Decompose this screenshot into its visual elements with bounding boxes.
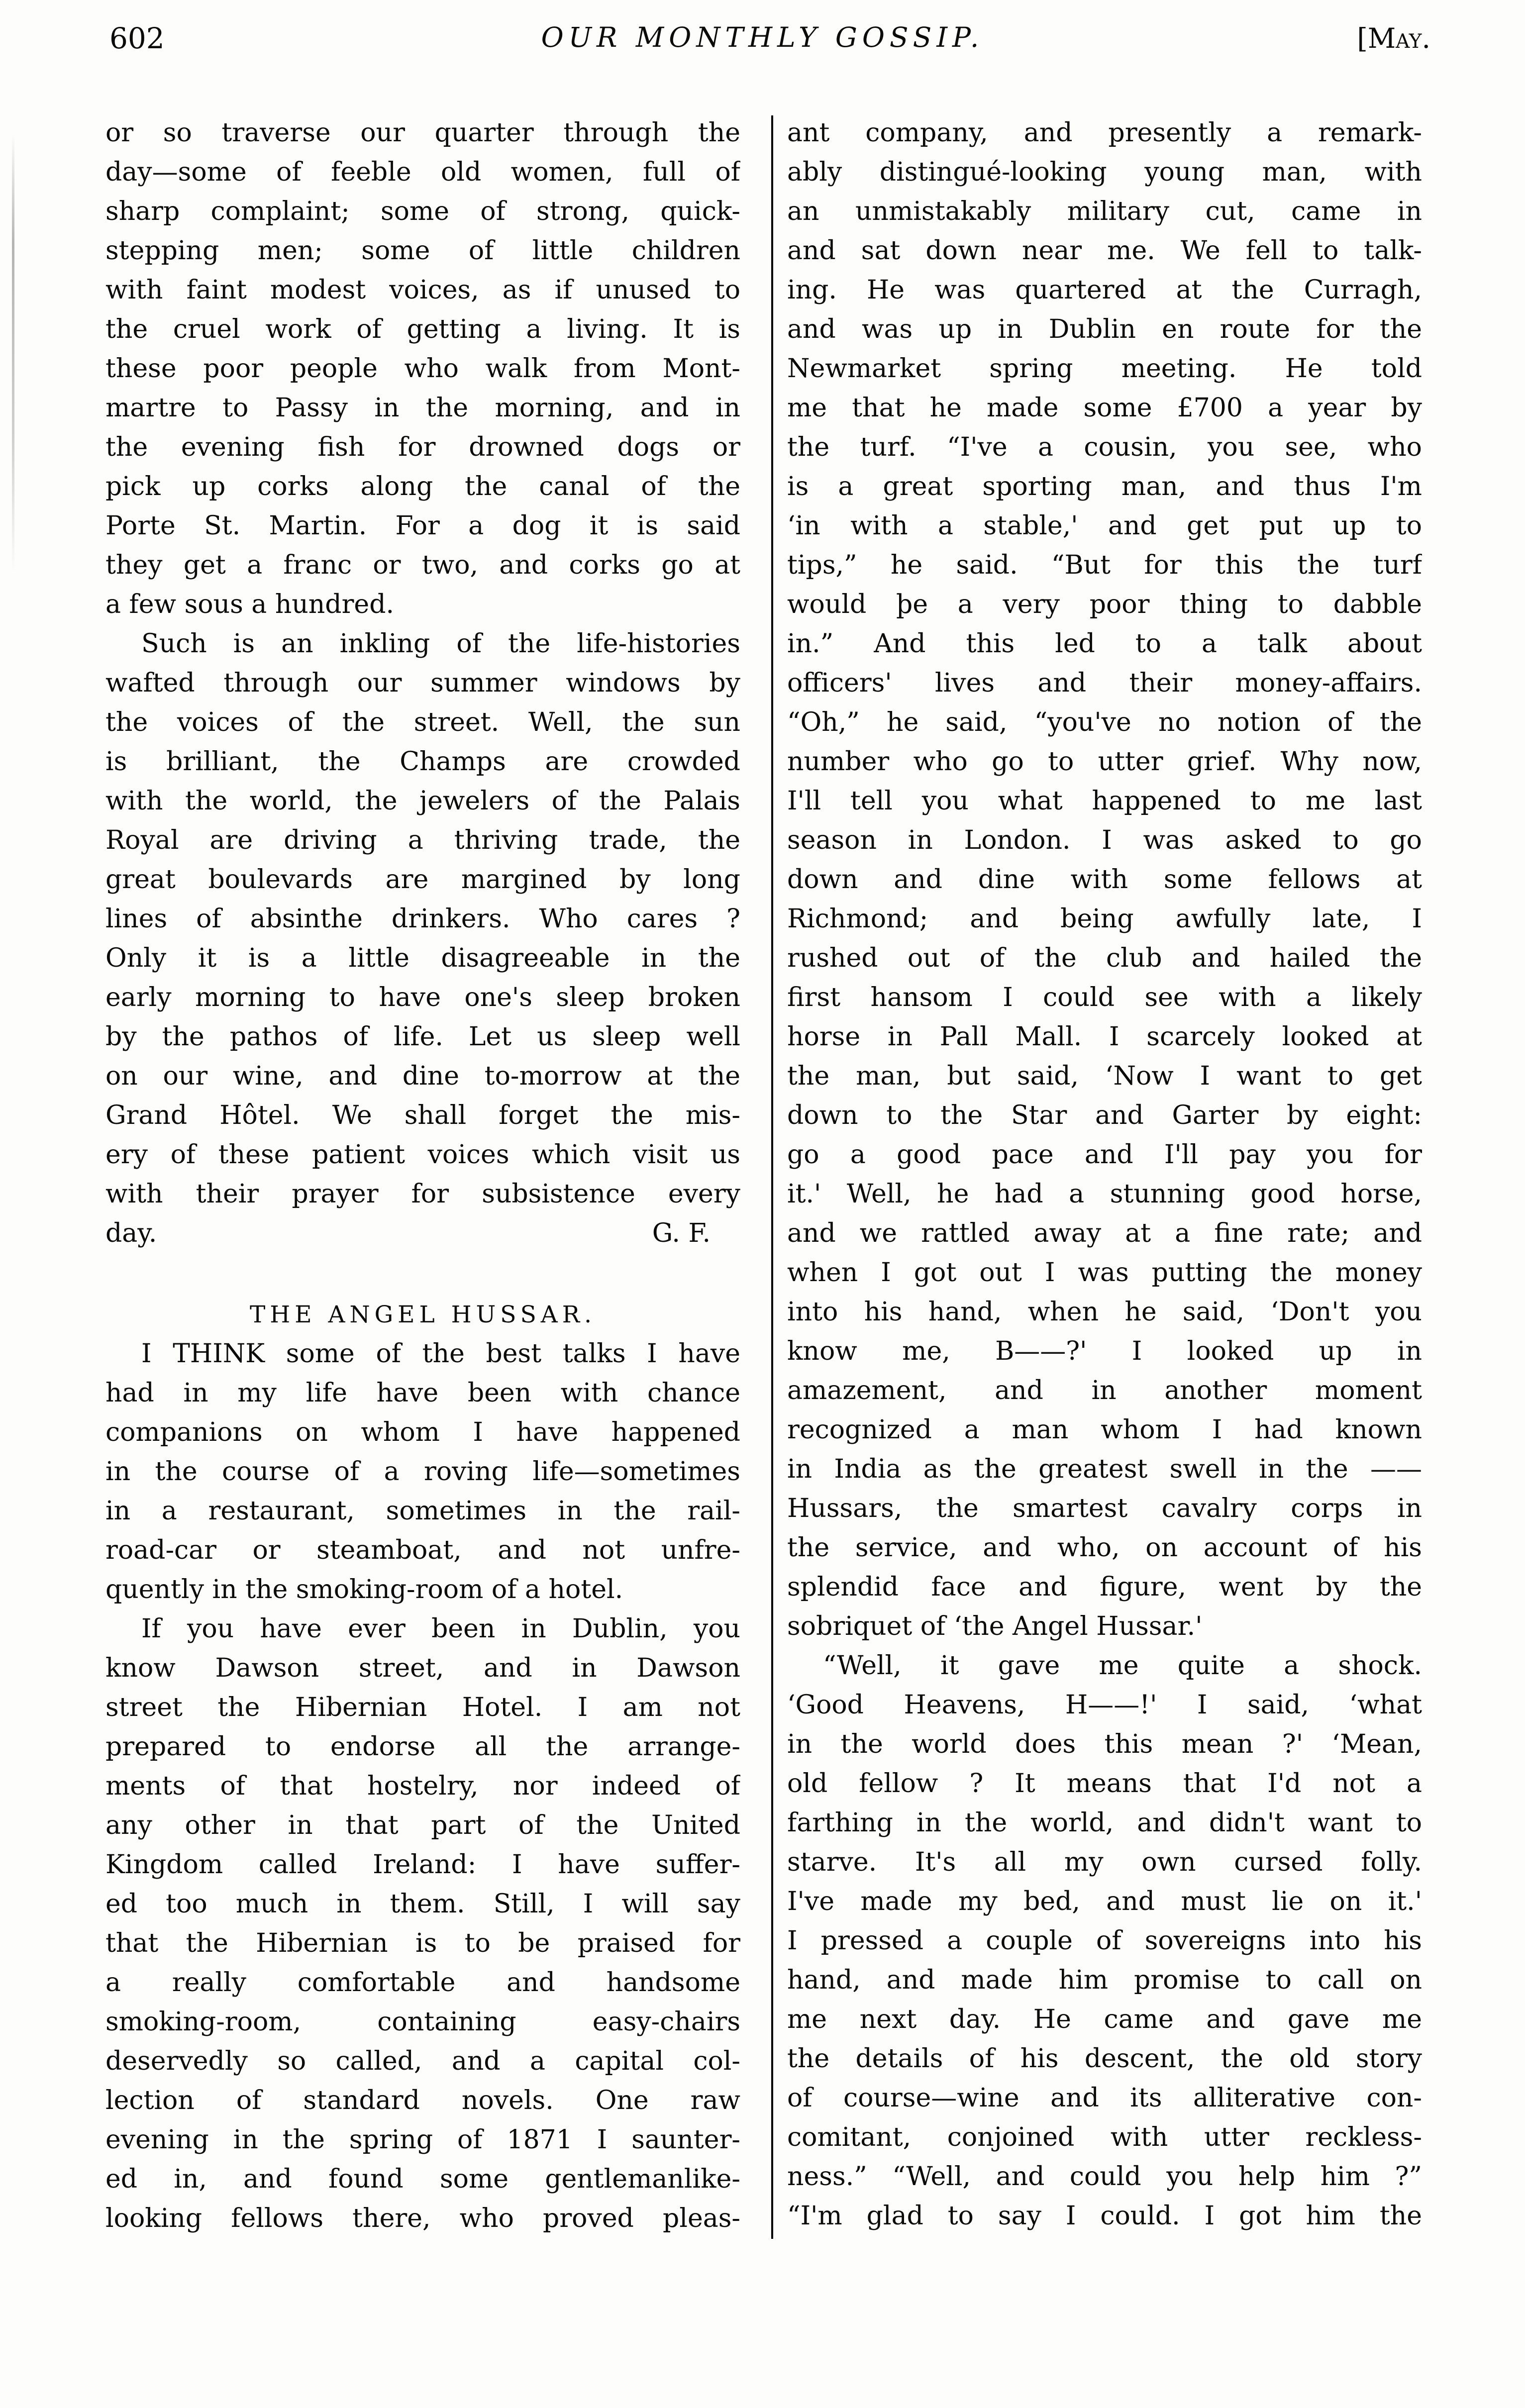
text-line: in.” And this led to a talk about xyxy=(787,629,1422,659)
text-line: If you have ever been in Dublin, you xyxy=(141,1614,740,1644)
text-line: a really comfortable and handsome xyxy=(105,1968,740,1998)
paragraph xyxy=(105,113,740,624)
text-line: know me, B——?' I looked up in xyxy=(787,1336,1422,1366)
paragraph xyxy=(105,1334,740,1609)
text-line: me next day. He came and gave me xyxy=(787,2005,1422,2034)
text-line: early morning to have one's sleep broken xyxy=(105,983,740,1012)
text-line: ed in, and found some gentlemanlike- xyxy=(105,2164,740,2194)
text-line: Grand Hôtel. We shall forget the mis- xyxy=(105,1101,740,1130)
text-line: Porte St. Martin. For a dog it is said xyxy=(105,511,740,541)
text-line: recognized a man whom I had known xyxy=(787,1415,1422,1445)
text-line: rushed out of the club and hailed the xyxy=(787,943,1422,973)
text-line: I've made my bed, and must lie on it.' xyxy=(787,1887,1422,1916)
text-line: horse in Pall Mall. I scarcely looked at xyxy=(787,1022,1422,1052)
text-line: great boulevards are margined by long xyxy=(105,865,740,895)
text-line: Kingdom called Ireland: I have suffer- xyxy=(105,1850,740,1880)
text-line: ‘Good Heavens, H——!' I said, ‘what xyxy=(787,1690,1422,1720)
text-line: ery of these patient voices which visit us xyxy=(105,1140,740,1170)
text-line: any other in that part of the United xyxy=(105,1810,740,1840)
text-line: “Oh,” he said, “you've no notion of the xyxy=(787,707,1422,737)
text-line: “Well, it gave me quite a shock. xyxy=(823,1651,1422,1681)
text-line: I THINK some of the best talks I have xyxy=(141,1339,740,1369)
text-line: in the course of a roving life—sometimes xyxy=(105,1457,740,1487)
text-line: when I got out I was putting the money xyxy=(787,1258,1422,1288)
page-title: OUR MONTHLY GOSSIP. xyxy=(541,21,984,53)
paragraph xyxy=(787,1646,1422,2236)
text-line: tips,” he said. “But for this the turf xyxy=(787,550,1422,580)
text-line: with the world, the jewelers of the Palais xyxy=(105,786,740,816)
text-line: had in my life have been with chance xyxy=(105,1378,740,1408)
text-line: I pressed a couple of sovereigns into his xyxy=(787,1926,1422,1956)
text-line: day—some of feeble old women, full of xyxy=(105,157,740,187)
text-line: a few sous a hundred. xyxy=(105,590,395,619)
text-line: go a good pace and I'll pay you for xyxy=(787,1140,1422,1170)
text-line: the evening fish for drowned dogs or xyxy=(105,432,740,462)
text-line: with faint modest voices, as if unused to xyxy=(105,275,740,305)
text-line: into his hand, when he said, ‘Don't you xyxy=(787,1297,1422,1327)
text-line: street the Hibernian Hotel. I am not xyxy=(105,1693,740,1722)
text-line: would þe a very poor thing to dabble xyxy=(787,590,1422,619)
text-line: ant company, and presently a remark- xyxy=(787,118,1422,148)
text-line: ably distingué-looking young man, with xyxy=(787,157,1422,187)
text-line: sobriquet of ‘the Angel Hussar.' xyxy=(787,1611,1203,1641)
text-line: wafted through our summer windows by xyxy=(105,668,740,698)
text-line: starve. It's all my own cursed folly. xyxy=(787,1847,1422,1877)
text-line: lection of standard novels. One raw xyxy=(105,2086,740,2115)
text-line: they get a franc or two, and corks go at xyxy=(105,550,740,580)
text-line: Such is an inkling of the life-histories xyxy=(141,629,740,659)
text-line: Hussars, the smartest cavalry corps in xyxy=(787,1494,1422,1523)
text-line: Richmond; and being awfully late, I xyxy=(787,904,1422,934)
text-line: down and dine with some fellows at xyxy=(787,865,1422,895)
text-line: season in London. I was asked to go xyxy=(787,825,1422,855)
text-line: Newmarket spring meeting. He told xyxy=(787,354,1422,384)
text-line: in the world does this mean ?' ‘Mean, xyxy=(787,1729,1422,1759)
paragraph xyxy=(105,624,740,1253)
text-line: is a great sporting man, and thus I'm xyxy=(787,472,1422,502)
text-line: the man, but said, ‘Now I want to get xyxy=(787,1061,1422,1091)
text-line: Royal are driving a thriving trade, the xyxy=(105,825,740,855)
text-line: martre to Passy in the morning, and in xyxy=(105,393,740,423)
text-line: Only it is a little disagreeable in the xyxy=(105,943,740,973)
text-line: ing. He was quartered at the Curragh, xyxy=(787,275,1422,305)
text-line: sharp complaint; some of strong, quick- xyxy=(105,197,740,226)
text-line: the service, and who, on account of his xyxy=(787,1533,1422,1563)
text-line: it.' Well, he had a stunning good horse, xyxy=(787,1179,1422,1209)
text-line: me that he made some £700 a year by xyxy=(787,393,1422,423)
left-column xyxy=(105,113,740,2238)
section-heading: THE ANGEL HUSSAR. xyxy=(249,1301,597,1328)
text-line-fragment: day. xyxy=(105,1218,157,1248)
text-line: companions on whom I have happened xyxy=(105,1417,740,1447)
text-line: smoking-room, containing easy-chairs xyxy=(105,2007,740,2037)
text-line: ness.” “Well, and could you help him ?” xyxy=(787,2162,1422,2192)
text-line: I'll tell you what happened to me last xyxy=(787,786,1422,816)
text-line: pick up corks along the canal of the xyxy=(105,472,740,502)
text-line: looking fellows there, who proved pleas- xyxy=(105,2204,740,2233)
text-line: deservedly so called, and a capital col- xyxy=(105,2046,740,2076)
text-line: first hansom I could see with a likely xyxy=(787,983,1422,1012)
text-line: old fellow ? It means that I'd not a xyxy=(787,1769,1422,1799)
text-line: road-car or steamboat, and not unfre- xyxy=(105,1535,740,1565)
text-columns xyxy=(105,113,1422,2238)
text-line: farthing in the world, and didn't want to xyxy=(787,1808,1422,1838)
text-line: officers' lives and their money-affairs. xyxy=(787,668,1422,698)
page-number: 602 xyxy=(109,21,165,55)
text-line: is brilliant, the Champs are crowded xyxy=(105,747,740,777)
text-line: number who go to utter grief. Why now, xyxy=(787,747,1422,777)
text-line: hand, and made him promise to call on xyxy=(787,1965,1422,1995)
text-line: evening in the spring of 1871 I saunter- xyxy=(105,2125,740,2155)
text-line: the voices of the street. Well, the sun xyxy=(105,707,740,737)
paragraph xyxy=(787,113,1422,1646)
scan-smudge xyxy=(12,134,14,572)
text-line: amazement, and in another moment xyxy=(787,1376,1422,1405)
text-line: know Dawson street, and in Dawson xyxy=(105,1653,740,1683)
text-line: and sat down near me. We fell to talk- xyxy=(787,236,1422,266)
text-line: down to the Star and Garter by eight: xyxy=(787,1101,1422,1130)
text-line: the cruel work of getting a living. It is xyxy=(105,314,740,344)
text-line: that the Hibernian is to be praised for xyxy=(105,1928,740,1958)
text-line: stepping men; some of little children xyxy=(105,236,740,266)
text-line: “I'm glad to say I could. I got him the xyxy=(787,2201,1422,2231)
text-line: prepared to endorse all the arrange- xyxy=(105,1732,740,1762)
right-column xyxy=(787,113,1422,2238)
text-line: lines of absinthe drinkers. Who cares ? xyxy=(105,904,740,934)
text-line: in India as the greatest swell in the —— xyxy=(787,1454,1422,1484)
text-line: an unmistakably military cut, came in xyxy=(787,197,1422,226)
text-line: or so traverse our quarter through the xyxy=(105,118,740,148)
text-line: splendid face and figure, went by the xyxy=(787,1572,1422,1602)
text-line: the turf. “I've a cousin, you see, who xyxy=(787,432,1422,462)
text-line: ed too much in them. Still, I will say xyxy=(105,1889,740,1919)
text-line: comitant, conjoined with utter reckless- xyxy=(787,2122,1422,2152)
text-line: quently in the smoking-room of a hotel. xyxy=(105,1575,623,1605)
text-line: of course—wine and its alliterative con- xyxy=(787,2083,1422,2113)
text-line: on our wine, and dine to-morrow at the xyxy=(105,1061,740,1091)
text-line: ‘in with a stable,' and get put up to xyxy=(787,511,1422,541)
text-line: these poor people who walk from Mont- xyxy=(105,354,740,384)
text-line: and was up in Dublin en route for the xyxy=(787,314,1422,344)
text-line: the details of his descent, the old story xyxy=(787,2044,1422,2074)
text-line: and we rattled away at a fine rate; and xyxy=(787,1218,1422,1248)
text-line: ments of that hostelry, nor indeed of xyxy=(105,1771,740,1801)
text-line: in a restaurant, sometimes in the rail- xyxy=(105,1496,740,1526)
text-line: by the pathos of life. Let us sleep well xyxy=(105,1022,740,1052)
text-line: with their prayer for subsistence every xyxy=(105,1179,740,1209)
paragraph xyxy=(105,1609,740,2238)
issue-date: [May. xyxy=(1357,22,1430,54)
author-initials: G. F. xyxy=(652,1218,711,1248)
text-line xyxy=(105,1214,740,1253)
